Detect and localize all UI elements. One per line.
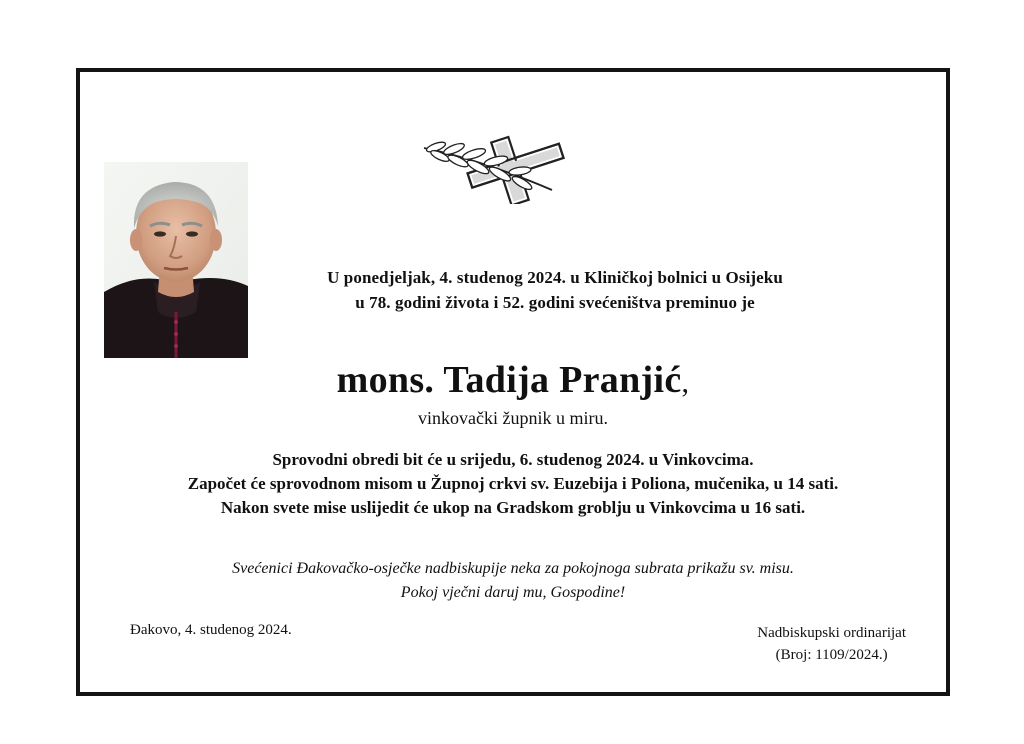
portrait-photo xyxy=(104,162,248,358)
funeral-line-2: Započet će sprovodnom misom u Župnoj crkvi sv. Euzebija i Poliona, mučenika, u 14 sati. xyxy=(187,474,839,493)
obituary-notice xyxy=(76,68,950,696)
signature-issuer: Nadbiskupski ordinarijat xyxy=(757,625,906,641)
place-and-date: Đakovo, 4. studenog 2024. xyxy=(130,622,292,638)
cross-with-palm-branch-icon xyxy=(422,134,578,204)
intro-line-1: U ponedjeljak, 4. studenog 2024. u Kliničkoj bolnici u Osijeku xyxy=(327,268,783,287)
deceased-name-line xyxy=(80,358,946,402)
deceased-role: vinkovački župnik u miru. xyxy=(418,408,608,428)
prayer-line-2: Pokoj vječni daruj mu, Gospodine! xyxy=(400,584,626,601)
funeral-line-3: Nakon svete mise uslijedit će ukop na Gradskom groblju u Vinkovcima u 16 sati. xyxy=(220,498,806,517)
name-comma: , xyxy=(681,366,690,399)
funeral-line-1: Sprovodni obredi bit će u srijedu, 6. studenog 2024. u Vinkovcima. xyxy=(272,450,754,469)
prayer-line-1: Svećenici Đakovačko-osječke nadbiskupije neka za pokojnoga subrata prikažu sv. misu. xyxy=(232,560,794,577)
intro-line-2: u 78. godini života i 52. godini svećeništva preminuo je xyxy=(355,293,755,312)
signature-block xyxy=(757,622,906,666)
signature-reference-number: (Broj: 1109/2024.) xyxy=(775,647,888,663)
portrait-image xyxy=(104,162,248,358)
deceased-name: mons. Tadija Pranjić xyxy=(336,359,682,401)
